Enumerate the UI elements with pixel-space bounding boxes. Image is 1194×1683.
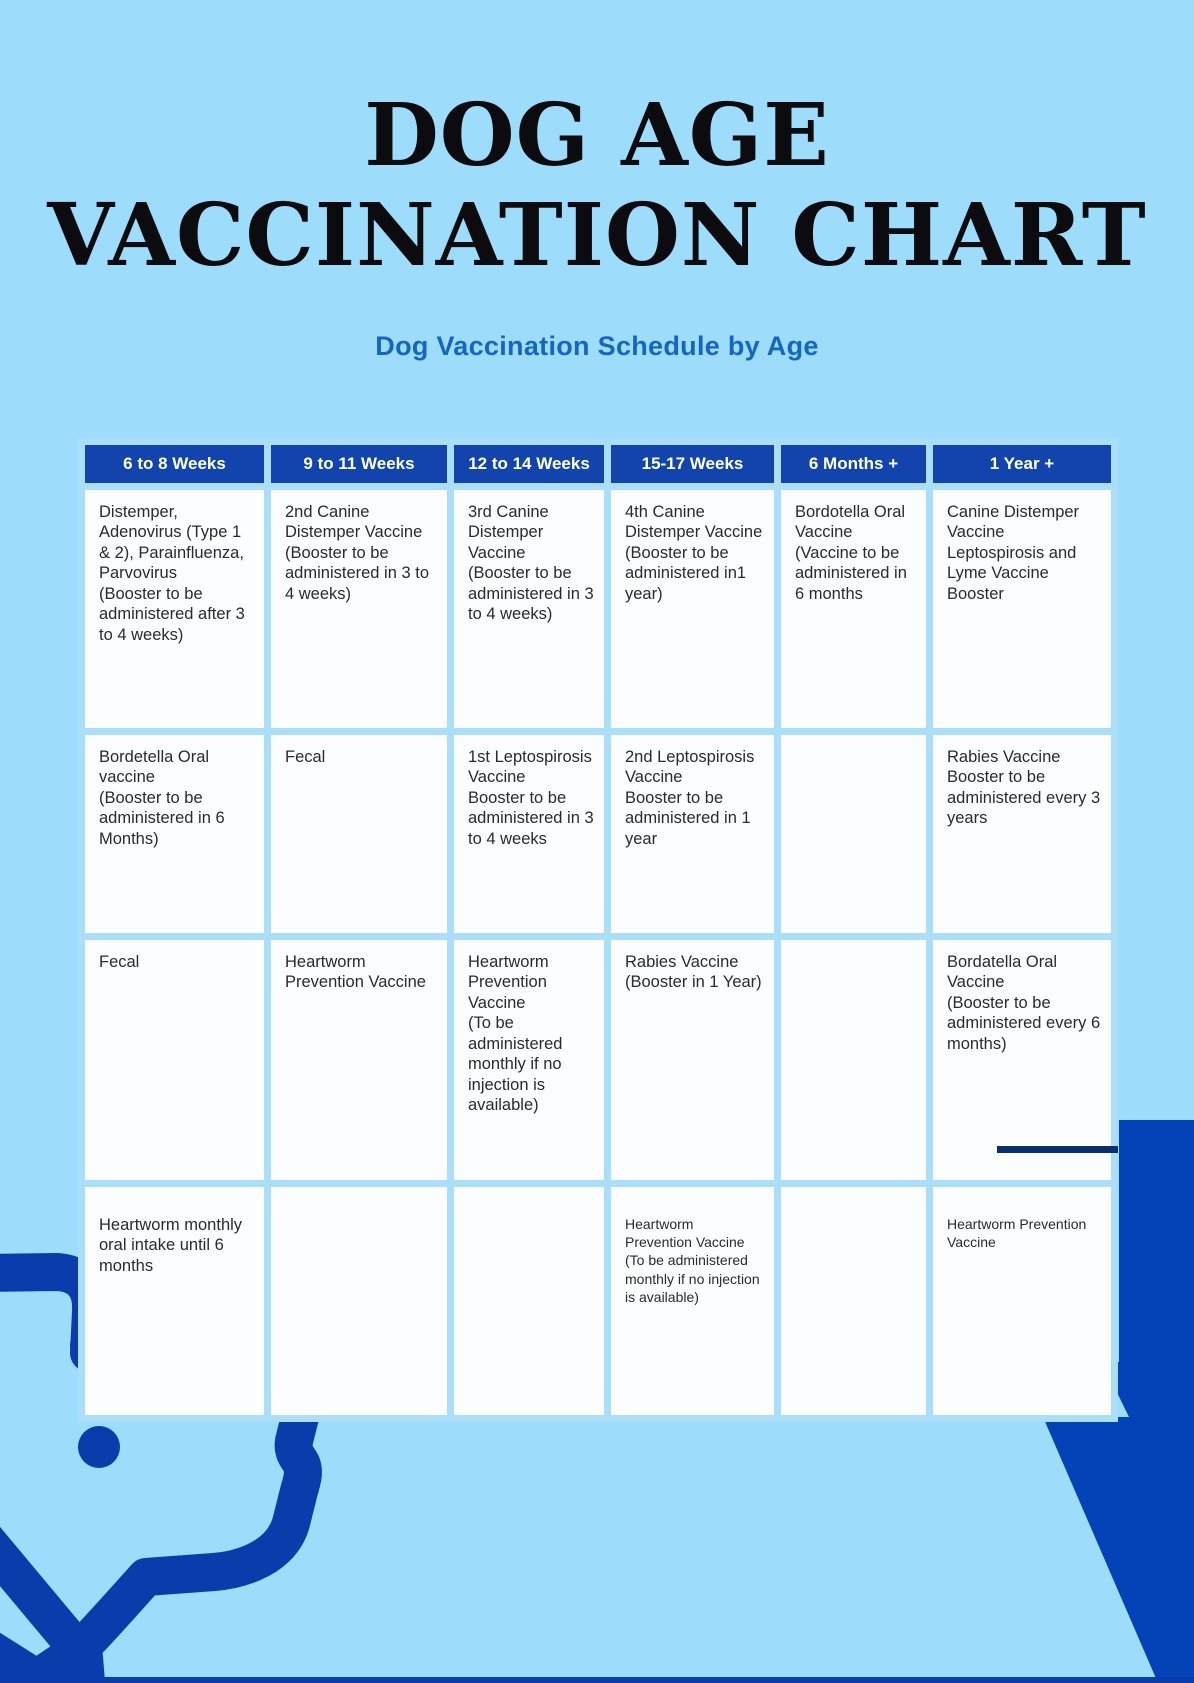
cell-text: Heartworm Prevention Vaccine: [947, 1216, 1087, 1251]
table-body: [85, 490, 1111, 1415]
navy-accent-bar: [997, 1146, 1118, 1153]
table-cell: [85, 490, 264, 728]
table-cell: [271, 735, 447, 933]
table-cell: [454, 490, 604, 728]
table-row: [85, 940, 1111, 1180]
cell-text: Rabies Vaccine: [947, 748, 1061, 766]
page-title-line2: VACCINATION CHART: [47, 185, 1147, 286]
table-header-row: [85, 445, 1111, 483]
table-cell: [781, 940, 926, 1180]
column-header-0: 6 to 8 Weeks: [85, 445, 264, 483]
cell-text: (Booster to be administered in 6 Months): [99, 788, 225, 848]
cell-text: Booster to be administered in 1 year: [625, 788, 751, 848]
cell-text: (Booster to be administered after 3 to 4 weeks): [99, 584, 245, 644]
column-header-5: 1 Year +: [933, 445, 1111, 483]
table-cell: [611, 940, 774, 1180]
table-cell: [271, 1187, 447, 1415]
cell-text: Fecal: [285, 748, 326, 766]
column-header-4: 6 Months +: [781, 445, 926, 483]
cell-text: (Booster to be administered in 3 to 4 weeks): [468, 564, 594, 624]
table-cell: [781, 490, 926, 728]
vaccination-table: [78, 438, 1118, 1422]
cell-text: Heartworm Prevention Vaccine: [285, 953, 426, 992]
table-cell: [933, 735, 1111, 933]
page-title: [0, 86, 1194, 286]
cell-text: Rabies Vaccine: [625, 953, 739, 971]
cell-text: (Booster to be administered in1 year): [625, 543, 747, 603]
cell-text: (Booster in 1 Year): [625, 973, 762, 992]
cell-text: (Vaccine to be administered in 6 months: [795, 543, 907, 603]
navy-bottom-band: [0, 1677, 1194, 1683]
table-row: [85, 1187, 1111, 1415]
cell-text: Booster to be administered in 3 to 4 weeks: [468, 788, 594, 848]
page-title-line1: DOG AGE: [364, 85, 830, 186]
table-cell: [85, 940, 264, 1180]
cell-text: (Booster to be administered every 6 months): [947, 993, 1101, 1053]
cell-text: (Booster to be administered in 3 to 4 weeks): [285, 543, 429, 603]
table-cell: [611, 1187, 774, 1415]
cell-text: Leptospirosis and Lyme Vaccine Booster: [947, 543, 1077, 603]
table-cell: [933, 940, 1111, 1180]
cell-text: 1st Leptospirosis Vaccine: [468, 748, 592, 787]
table-cell: [611, 490, 774, 728]
table-cell: [271, 940, 447, 1180]
column-header-3: 15-17 Weeks: [611, 445, 774, 483]
cell-text: 3rd Canine Distemper Vaccine: [468, 503, 549, 562]
table-cell: [781, 735, 926, 933]
table-cell: [454, 735, 604, 933]
table-cell: [781, 1187, 926, 1415]
table-cell: [454, 1187, 604, 1415]
cell-text: 2nd Leptospirosis Vaccine: [625, 748, 755, 787]
cell-text: Bordatella Oral Vaccine: [947, 953, 1058, 992]
page-subtitle: Dog Vaccination Schedule by Age: [375, 331, 819, 361]
table-cell: [85, 1187, 264, 1415]
cell-text: Distemper, Adenovirus (Type 1 & 2), Parainfluenza, Parvovirus: [99, 503, 244, 583]
cell-text: (To be administered monthly if no injection is available): [468, 1014, 563, 1115]
cell-text: Bordetella Oral vaccine: [99, 748, 210, 787]
table-cell: [454, 940, 604, 1180]
cell-text: Heartworm Prevention Vaccine: [468, 953, 549, 1012]
cell-text: Canine Distemper Vaccine: [947, 503, 1080, 542]
table-cell: [933, 1187, 1111, 1415]
table-row: [85, 490, 1111, 728]
table-cell: [611, 735, 774, 933]
table-cell: [271, 490, 447, 728]
column-header-2: 12 to 14 Weeks: [454, 445, 604, 483]
table-row: [85, 735, 1111, 933]
cell-text: Booster to be administered every 3 years: [947, 768, 1101, 828]
cell-text: (To be administered monthly if no injection is available): [625, 1252, 760, 1305]
cell-text: Fecal: [99, 953, 140, 971]
cell-text: 4th Canine Distemper Vaccine: [625, 503, 763, 542]
table-cell: [933, 490, 1111, 728]
cell-text: 2nd Canine Distemper Vaccine: [285, 503, 423, 542]
table-cell: [85, 735, 264, 933]
column-header-1: 9 to 11 Weeks: [271, 445, 447, 483]
cell-text: Heartworm Prevention Vaccine: [625, 1216, 745, 1251]
cell-text: Heartworm monthly oral intake until 6 months: [99, 1216, 243, 1275]
cell-text: Bordotella Oral Vaccine: [795, 503, 906, 542]
